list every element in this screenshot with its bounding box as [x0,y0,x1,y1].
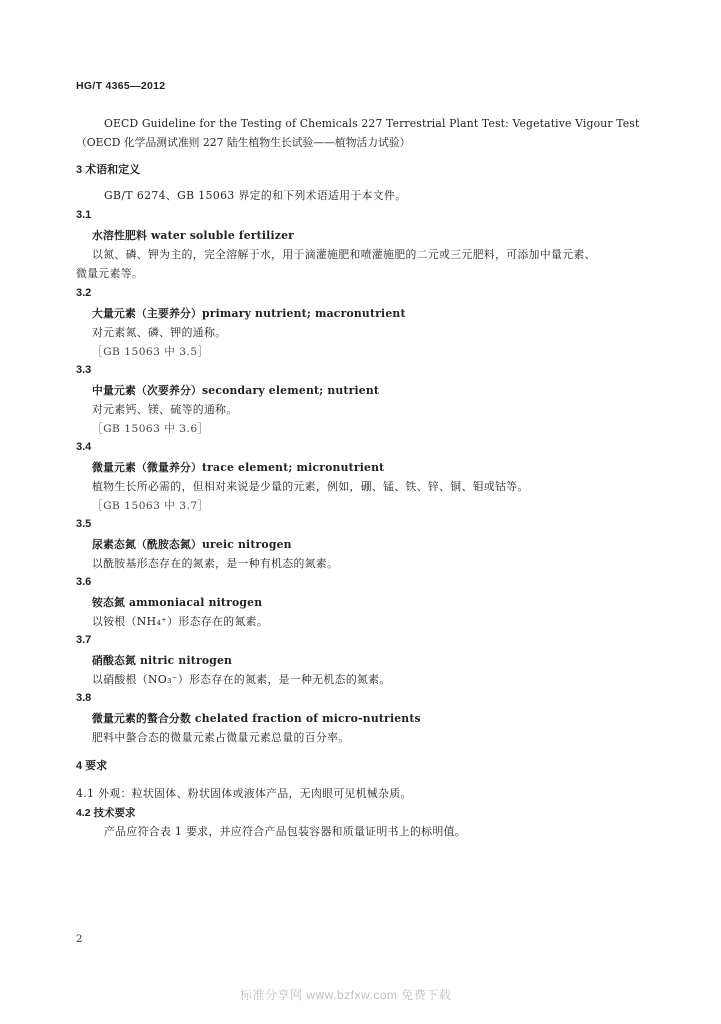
clause-4-2-text: 产品应符合表 1 要求，并应符合产品包装容器和质量证明书上的标明值。 [104,825,467,838]
page-number: 2 [76,934,83,945]
term-number: 3.1 [76,209,92,221]
clause-4-2-heading: 4.2 技术要求 [76,807,136,819]
term-number: 3.2 [76,287,92,299]
term-number: 3.3 [76,364,92,376]
term-definition: 以酰胺基形态存在的氮素，是一种有机态的氮素。 [92,557,339,570]
term-title: 微量元素（微量养分）trace element; micronutrient [92,461,385,474]
term-definition: 对元素氮、磷、钾的通称。 [92,326,227,339]
term-definition: 对元素钙、镁、硫等的通称。 [92,403,238,416]
term-number: 3.6 [76,576,92,588]
term-definition: 以铵根（NH₄⁺）形态存在的氮素。 [92,615,269,628]
term-definition: 肥料中螯合态的微量元素占微量元素总量的百分率。 [92,731,350,744]
term-citation: ［GB 15063 中 3.6］ [92,423,209,435]
term-title: 尿素态氮（酰胺态氮）ureic nitrogen [92,538,292,551]
term-definition: 以硝酸根（NO₃⁻）形态存在的氮素，是一种无机态的氮素。 [92,673,391,686]
watermark: 标准分享网 www.bzfxw.com 免费下载 [240,988,452,1002]
term-title: 铵态氮 ammoniacal nitrogen [92,596,263,609]
section-3-heading: 3 术语和定义 [76,164,141,176]
term-number: 3.4 [76,441,92,453]
term-citation: ［GB 15063 中 3.5］ [92,346,209,358]
term-number: 3.7 [76,634,92,646]
term-citation: ［GB 15063 中 3.7］ [92,500,209,512]
section-3-intro: GB/T 6274、GB 15063 界定的和下列术语适用于本文件。 [104,189,407,202]
reference-line-chinese: （OECD 化学品测试准则 227 陆生植物生长试验——植物活力试验） [76,136,411,149]
reference-line-english: OECD Guideline for the Testing of Chemicals 227 Terrestrial Plant Test: Vegetative Vigour Test [104,117,640,130]
term-title: 大量元素（主要养分）primary nutrient; macronutrient [92,307,406,320]
term-title: 中量元素（次要养分）secondary element; nutrient [92,384,380,397]
standard-code-header: HG/T 4365—2012 [76,80,166,92]
term-number: 3.8 [76,692,92,704]
term-title: 微量元素的螯合分数 chelated fraction of micro-nutrients [92,712,421,725]
term-number: 3.5 [76,518,92,530]
term-title: 水溶性肥料 water soluble fertilizer [92,229,295,242]
section-4-heading: 4 要求 [76,760,108,772]
term-definition: 以氮、磷、钾为主的，完全溶解于水，用于滴灌施肥和喷灌施肥的二元或三元肥料，可添加中量元素、 [92,248,596,261]
term-title: 硝酸态氮 nitric nitrogen [92,654,233,667]
clause-4-1: 4.1 外观：粒状固体、粉状固体或液体产品，无肉眼可见机械杂质。 [76,787,412,800]
term-definition: 植物生长所必需的，但相对来说是少量的元素，例如，硼、锰、铁、锌、铜、钼或钴等。 [92,480,529,493]
term-definition-continued: 微量元素等。 [76,267,144,280]
